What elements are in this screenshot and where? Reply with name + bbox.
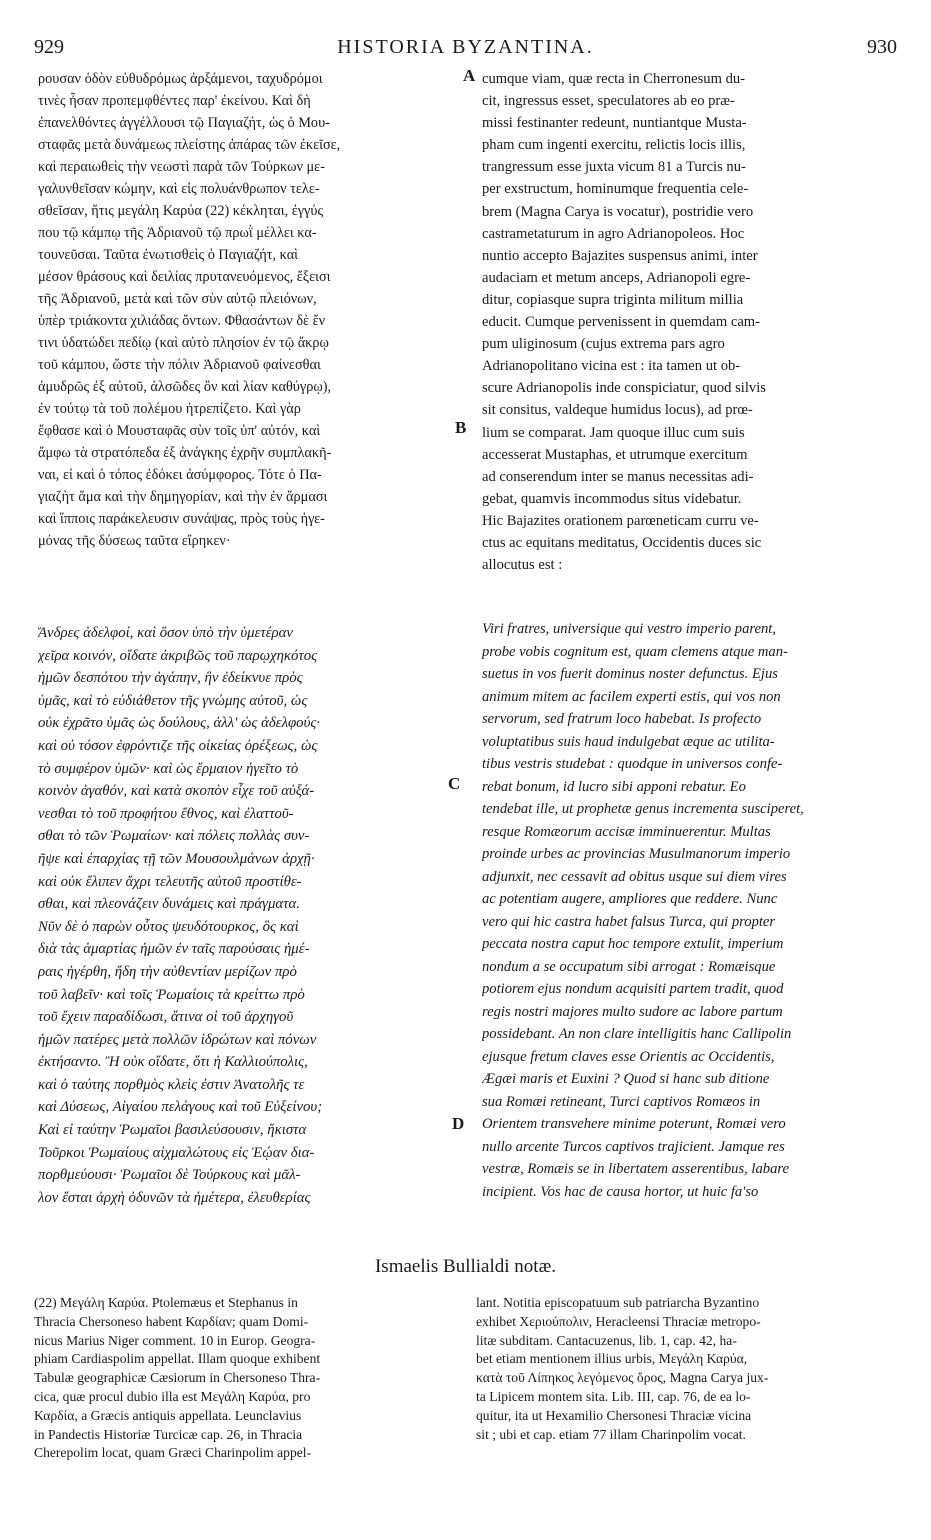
text-line: litæ subditam. Cantacuzenus, lib. 1, cap. 42, ha- xyxy=(476,1332,737,1348)
text-line: καὶ περαιωθεὶς τὴν νεωστὶ παρὰ τῶν Τούρκων με- xyxy=(38,159,325,175)
text-line: σθαι, καὶ πλεονάζειν δυνάμεις καὶ πράγματα. xyxy=(38,896,300,913)
section-marker-d: D xyxy=(452,1114,465,1133)
text-line: suetus in vos fuerit dominus noster defunctus. Ejus xyxy=(482,666,778,682)
text-line: τινὲς ἦσαν προπεμφθέντες παρ' ἐκείνου. Καὶ δὴ xyxy=(38,93,311,109)
text-line: σθεῖσαν, ἥτις μεγάλη Καρύα (22) κέκληται, ἐγγύς xyxy=(38,203,324,219)
text-line: potiorem ejus nondum acquisiti partem tradit, quod xyxy=(482,981,784,997)
text-line: Adrianopolitano vicina est : ita tamen ut ob- xyxy=(482,358,741,375)
text-line: κοινὸν ἀγαθόν, καὶ κατὰ σκοπὸν εἶχε τοῦ αὐξά- xyxy=(38,783,315,800)
text-line: ἐπανελθόντες ἀγγέλλουσι τῷ Παγιαζήτ, ὡς ὁ Μου- xyxy=(38,115,330,131)
running-title: HISTORIA BYZANTINA. xyxy=(337,36,594,58)
text-line: allocutus est : xyxy=(482,557,563,574)
text-line: missi festinanter redeunt, nuntiantque Musta- xyxy=(482,115,747,132)
text-line: cica, quæ procul dubio illa est Μεγάλη Καρύα, pro xyxy=(34,1388,311,1404)
text-line: castrametaturum in agro Adrianopoleos. Hoc xyxy=(482,225,745,242)
text-line: πορθμεύουσι· Ῥωμαῖοι δὲ Τούρκους καὶ μᾶλ- xyxy=(38,1167,301,1184)
text-line: ναι, εἰ καὶ ὁ τόπος ἐδόκει ἀσύμφορος. Τότε ὁ Πα- xyxy=(38,467,322,483)
text-line: Νῦν δὲ ὁ παρὼν οὗτος ψευδότουρκος, ὃς καὶ xyxy=(38,918,299,935)
text-line: sua Romæi retineant, Turci captivos Romæos in xyxy=(482,1093,761,1110)
text-line: ῆψε καὶ ἐπαρχίας τῇ τῶν Μουσουλμάνων ἀρχῇ· xyxy=(38,850,315,867)
page-number-left: 929 xyxy=(34,36,64,58)
text-line: vero qui hic castra habet falsus Turca, qui propter xyxy=(482,913,776,930)
text-line: Καρδία, a Græcis antiquis appellata. Leunclavius xyxy=(34,1407,302,1423)
text-line: Ægæi maris et Euxini ? Quod si hanc sub ditione xyxy=(482,1071,770,1087)
text-line: resque Romæorum accisæ imminuerentur. Multas xyxy=(482,823,771,840)
text-line: tibus vestris studebat : quodque in universos confe- xyxy=(482,756,783,772)
text-line: τὸ συμφέρον ὑμῶν· καὶ ὡς ἕρμαιον ἡγεῖτο τὸ xyxy=(38,760,299,777)
notes-heading: Ismaelis Bullialdi notæ. xyxy=(374,1256,557,1277)
text-line: ἔφθασε καὶ ὁ Μουσταφᾶς σὺν τοῖς ὑπ' αὐτόν, καὶ xyxy=(38,423,321,439)
text-line: χεῖρα κοινόν, οἴδατε ἀκριβῶς τοῦ παρῳχηκότος xyxy=(38,647,318,664)
text-line: ὑπὲρ τριάκοντα χιλιάδας ὄντων. Φθασάντων δὲ ἔν xyxy=(38,313,326,329)
text-line: (22) Μεγάλη Καρύα. Ptolemæus et Stephanus in xyxy=(34,1295,298,1310)
text-line: phiam Cardiaspolim appellat. Illam quoque exhibent xyxy=(34,1351,321,1367)
text-line: ejusque fretum claves esse Orientis ac Occidentis, xyxy=(482,1048,775,1065)
text-line: nicus Marius Niger comment. 10 in Europ. Geogra- xyxy=(34,1332,316,1348)
text-line: trangressum esse juxta vicum 81 a Turcis nu- xyxy=(482,159,746,176)
text-line: γαλυνθεῖσαν κώμην, καὶ εἰς πολυάνθρωπον τελε- xyxy=(38,181,320,197)
text-line: lium se comparat. Jam quoque illuc cum suis xyxy=(482,424,745,441)
text-line: κατὰ τοῦ Λίπηκος λεγόμενος ὄρος, Magna Carya jux- xyxy=(476,1370,769,1386)
text-line: ad conserendum inter se manus necessitas adi- xyxy=(482,468,754,485)
text-line: καὶ οὐ τόσον ἐφρόντιζε τῆς οἰκείας ὀρέξεως, ὡς xyxy=(38,737,318,754)
section-marker-b: B xyxy=(455,418,467,437)
text-line: ditur, copiasque supra triginta militum millia xyxy=(482,291,744,308)
text-line: καὶ οὐκ ἔλιπεν ἄχρι τελευτῆς αὐτοῦ προστίθε- xyxy=(38,873,302,890)
text-line: per exstructum, hominumque frequentia cele- xyxy=(482,181,749,198)
text-line: brem (Magna Carya is vocatur), postridie vero xyxy=(482,203,754,220)
text-line: probe vobis cognitum est, quam clemens atque man- xyxy=(482,643,788,660)
text-line: cumque viam, quæ recta in Cherronesum du- xyxy=(482,71,746,87)
text-line: οὐκ ἐχρᾶτο ὑμᾶς ὡς δούλους, ἀλλ' ὡς ἀδελφούς· xyxy=(38,715,321,732)
text-line: Thracia Chersoneso habent Καρδίαν; quam Domi- xyxy=(34,1313,309,1329)
text-line: γιαζὴτ ἅμα καὶ τὴν δημηγορίαν, καὶ τὴν ἐν ἅρμασι xyxy=(38,489,328,505)
text-line: peccata nostra caput hoc tempore extulit, imperium xyxy=(482,936,784,952)
text-line: λον ἔσται ἀρχὴ ὀδυνῶν τὰ ἡμέτερα, ἐλευθερίας xyxy=(38,1189,311,1206)
text-line: Καὶ εἰ ταύτην Ῥωμαῖοι βασιλεύσουσιν, ἥκιστα xyxy=(38,1122,307,1139)
text-line: pham cum ingenti exercitu, relictis locis illis, xyxy=(482,137,746,154)
text-line: nondum a se occupatum sibi arrogat : Romæisque xyxy=(482,958,776,975)
text-line: possidebant. An non clare intelligitis hanc Callipolin xyxy=(482,1026,792,1042)
text-line: sit ; ubi et cap. etiam 77 illam Charinpolim vocat. xyxy=(476,1426,746,1442)
text-line: ἐν τούτῳ τὰ τοῦ πολέμου ἡτρεπίζετο. Καὶ γὰρ xyxy=(38,401,301,417)
text-line: in Pandectis Historiæ Turcicæ cap. 26, in Thracia xyxy=(34,1426,303,1442)
text-line: ὑμᾶς, καὶ τὸ εὐδιάθετον τῆς γνώμης αὐτοῦ, ὡς xyxy=(38,692,308,709)
text-line: tendebat ille, ut prophetæ genus incrementa susciperet, xyxy=(482,801,804,817)
text-line: ἐκτήσαντο. Ἢ οὐκ οἴδατε, ὅτι ἡ Καλλιούπολις, xyxy=(38,1054,308,1071)
text-line: pum uliginosum (cujus extrema pars agro xyxy=(482,336,725,353)
text-line: ἡμῶν πατέρες μετὰ πολλῶν ἱδρώτων καὶ πόνων xyxy=(38,1031,317,1048)
section-marker-c: C xyxy=(448,774,461,793)
text-line: ἡμῶν δεσπότου τὴν ἀγάπην, ἣν ἐδείκνυε πρὸς xyxy=(38,670,303,687)
text-line: ρουσαν ὁδὸν εὐθυδρόμως ἀρξάμενοι, ταχυδρόμοι xyxy=(38,71,323,87)
text-line: διὰ τὰς ἁμαρτίας ἡμῶν ἐν ταῖς παρούσαις ἡμέ- xyxy=(38,941,310,958)
greek-narrative-column xyxy=(38,68,462,552)
text-line: gebat, quamvis incommodus situs videbatur. xyxy=(482,490,742,507)
text-line: accesserat Mustaphas, et utrumque exercitum xyxy=(482,446,748,463)
text-line: adjunxit, nec cessavit ad obitus usque sui diem vires xyxy=(482,868,787,885)
text-line: regis nostri majores multo sudore ac labore partum xyxy=(482,1003,783,1020)
text-line: scure Adrianopolis inde conspiciatur, quod silvis xyxy=(482,380,766,397)
text-line: καὶ Δύσεως, Αἰγαίου πελάγους καὶ τοῦ Εὐξείνου; xyxy=(38,1099,323,1116)
text-line: audaciam et metum anceps, Adrianopoli egre- xyxy=(482,269,751,286)
text-line: τουνεῦσαι. Ταῦτα ἐνωτισθεὶς ὁ Παγιαζήτ, καὶ xyxy=(38,247,299,263)
text-line: τοῦ λαβεῖν· καὶ τοῖς Ῥωμαίοις τὰ κρείττω πρὸ xyxy=(38,986,305,1003)
text-line: ta Lipicem montem sita. Lib. III, cap. 76, de ea lo- xyxy=(476,1388,751,1404)
text-line: ραις ἠγέρθη, ἤδη τὴν αὐθεντίαν μερίζων πρὸ xyxy=(38,963,297,980)
text-line: incipient. Vos hac de causa hortor, ut huic fa'so xyxy=(482,1183,759,1200)
text-line: sit consitus, valdeque humidus locus), ad prœ- xyxy=(482,402,753,419)
text-line: nullo arcente Turcos captivos trajicient. Jamque res xyxy=(482,1138,785,1155)
section-marker-a: A xyxy=(463,66,476,85)
text-line: ἄμφω τὰ στρατόπεδα ἐξ ἀνάγκης ἐχρῆν συμπλακῆ- xyxy=(38,445,332,461)
text-line: Orientem transvehere minime poterunt, Romæi vero xyxy=(482,1116,786,1132)
text-line: μόνας τῆς δύσεως ταῦτα εἴρηκεν· xyxy=(38,533,231,549)
text-line: Hic Bajazites orationem parœneticam curru ve- xyxy=(482,512,759,529)
text-line: που τῷ κάμπῳ τῆς Ἀδριανοῦ τῷ πρωῒ μέλλει κα- xyxy=(38,225,317,241)
text-line: ac potentiam augere, ampliores que reddere. Nunc xyxy=(482,891,778,907)
text-line: Tabulæ geographicæ Cæsiorum in Chersoneso Thra- xyxy=(34,1370,321,1386)
text-line: rebat bonum, id lucro sibi apponi rebatur. Eo xyxy=(482,778,746,795)
text-line: καὶ ἵπποις παράκελευσιν συνάψας, πρὸς τοὺς ἡγε- xyxy=(38,511,325,527)
text-line: σθαι τὸ τῶν Ῥωμαίων· καὶ πόλεις πολλὰς συν- xyxy=(38,828,310,845)
running-header xyxy=(34,36,897,62)
text-line: τοῦ κάμπου, ὥστε τὴν πόλιν Ἀδριανοῦ φαίνεσθαι xyxy=(38,357,321,373)
text-line: ἀμυδρῶς ἐξ αὐτοῦ, ἀλσῶδες ὂν καὶ λίαν καθύγρῳ), xyxy=(38,379,332,395)
text-line: τοῦ ἔχειν παραδίδωσι, ἅτινα οἱ τοῦ ἀρχηγοῦ xyxy=(38,1009,294,1026)
text-line: ctus ac equitans meditatus, Occidentis duces sic xyxy=(482,534,762,551)
text-line: νεσθαι τὸ τοῦ προφήτου ἔθνος, καὶ ἐλαττοῦ- xyxy=(38,805,294,822)
text-line: Τοῦρκοι Ῥωμαίους αἰχμαλώτους εἰς Ἑῴαν δια- xyxy=(38,1144,315,1161)
latin-narrative-column xyxy=(482,68,892,576)
text-line: Viri fratres, universique qui vestro imperio parent, xyxy=(482,621,777,637)
notes-right-column xyxy=(476,1294,896,1444)
text-line: Ἄνδρες ἀδελφοί, καὶ ὅσον ὑπὸ τὴν ὑμετέραν xyxy=(38,625,293,641)
text-line: καὶ ὁ ταύτης πορθμὸς κλεὶς ἐστιν Ἀνατολῆς τε xyxy=(38,1076,305,1093)
text-line: vestræ, Romæis se in libertatem asserentibus, labare xyxy=(482,1161,789,1177)
text-line: voluptatibus suis haud indulgebat æque ac utilita- xyxy=(482,733,775,750)
text-line: μέσον θράσους καὶ δειλίας πρυτανευόμενος, ἔξεισι xyxy=(38,269,331,285)
text-line: servorum, sed fratrum loco habebat. Is profecto xyxy=(482,711,762,727)
latin-speech-column xyxy=(482,618,892,1203)
text-line: exhibet Χεριούπολιν, Heracleensi Thraciæ metropo- xyxy=(476,1313,761,1329)
text-line: σταφᾶς μετὰ δυνάμεως πλείστης ἀπάρας τῶν ἐκεῖσε, xyxy=(38,137,341,153)
text-line: quitur, ita ut Hexamilio Chersonesi Thraciæ vicina xyxy=(476,1407,752,1423)
text-line: cit, ingressus esset, speculatores ab eo præ- xyxy=(482,93,735,110)
text-line: educit. Cumque pervenissent in quemdam cam- xyxy=(482,314,761,331)
text-line: τῆς Ἀδριανοῦ, μετὰ καὶ τῶν σὺν αὐτῷ πλειόνων, xyxy=(38,291,317,307)
text-line: τινι ὑδατώδει πεδίῳ (καὶ αὐτὸ πλησίον ἐν τῷ ἄκρῳ xyxy=(38,335,329,351)
notes-left-column xyxy=(34,1294,454,1463)
text-line: Cherepolim locat, quam Græci Charinpolim appel- xyxy=(34,1445,312,1461)
text-line: lant. Notitia episcopatuum sub patriarcha Byzantino xyxy=(476,1295,760,1310)
text-line: bet etiam mentionem illius urbis, Μεγάλη Καρύα, xyxy=(476,1351,748,1367)
greek-speech-column xyxy=(38,622,465,1209)
text-line: nuntio accepto Bajazites suspensus animi, inter xyxy=(482,247,758,264)
text-line: animum mitem ac facilem experti estis, qui vos non xyxy=(482,688,781,705)
text-line: proinde urbes ac provincias Musulmanorum imperio xyxy=(482,846,791,862)
page-number-right: 930 xyxy=(867,36,897,58)
